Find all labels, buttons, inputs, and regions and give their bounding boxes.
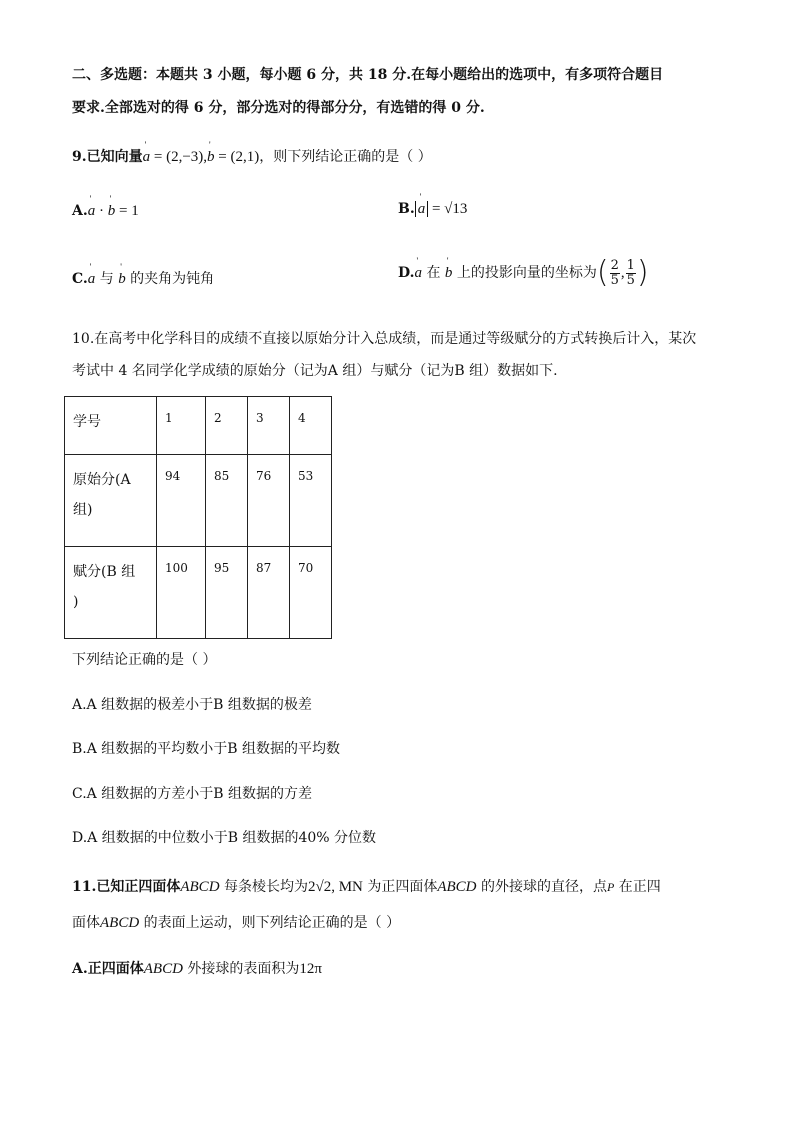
question-10-prompt: 下列结论正确的是（ ） — [72, 652, 217, 668]
q9-option-b-vec-a: ' a — [418, 201, 426, 218]
q9-option-b — [398, 201, 467, 218]
question-11-line1 — [72, 876, 661, 896]
q9-option-d-vec-b: ' b — [445, 265, 453, 282]
table-cell: 94 — [157, 455, 206, 547]
edge-length-math: 2√2, MN — [307, 879, 363, 895]
q9-option-a — [72, 203, 139, 220]
q9-option-c-vec-b: ' b — [118, 271, 126, 288]
q9-option-c-label: C. — [72, 271, 88, 287]
question-11-prefix: 11.已知正四面体 — [72, 879, 181, 895]
q10-option-c: C.A 组数据的方差小于B 组数据的方差 — [72, 786, 312, 802]
vector-a: ' a — [143, 149, 151, 166]
tetrahedron-name: ABCD — [143, 961, 183, 977]
q9-option-a-dot: · — [95, 203, 108, 219]
fraction-1-denominator: 5 — [610, 272, 619, 288]
q11-text-c: 为正四面体 — [362, 879, 438, 895]
q11-text-e: 在正四 — [614, 879, 661, 895]
table-row — [65, 455, 332, 547]
table-header-cell: 4 — [290, 397, 332, 455]
table-row — [65, 397, 332, 455]
q9-option-c-tail: 的夹角为钝角 — [125, 271, 215, 287]
section-header-line2: 要求.全部选对的得 6 分，部分选对的得部分分，有选错的得 0 分. — [72, 100, 485, 116]
table-cell: 53 — [290, 455, 332, 547]
q9-option-c-mid: 与 — [95, 271, 119, 287]
question-9-stem — [72, 146, 432, 166]
q9-option-d-vec-a: ' a — [415, 265, 423, 282]
fraction-2 — [626, 259, 636, 288]
table-header-cell: 3 — [248, 397, 290, 455]
table-cell: 100 — [157, 547, 206, 639]
row-label-line2: ) — [73, 594, 79, 610]
tetrahedron-name: ABCD — [100, 915, 140, 931]
vector-a-value: = (2,−3), — [150, 149, 208, 165]
table-row-label — [65, 455, 157, 547]
q9-option-b-abs — [415, 201, 429, 217]
row-label-line1: 赋分(B 组 — [73, 564, 136, 580]
table-header-cell: 2 — [206, 397, 248, 455]
tetrahedron-name: ABCD — [180, 879, 220, 895]
q10-option-d: D.A 组数据的中位数小于B 组数据的40% 分位数 — [72, 830, 377, 846]
point-p: P — [606, 880, 615, 894]
q9-option-b-tail: = √13 — [428, 201, 468, 217]
q9-option-c-vec-a: ' a — [88, 271, 96, 288]
q9-option-a-tail: = 1 — [115, 203, 139, 219]
question-9-prefix: 9.已知向量 — [72, 149, 143, 165]
q11-option-a-text: 外接球的表面积为 — [182, 961, 300, 977]
table-row-label — [65, 547, 157, 639]
q10-option-a: A.A 组数据的极差小于B 组数据的极差 — [72, 697, 312, 713]
row-label-line1: 原始分(A — [73, 472, 131, 488]
q9-option-a-vec-a: ' a — [88, 203, 96, 220]
left-paren: ( — [596, 255, 609, 290]
q11-option-a-prefix: A.正四面体 — [72, 961, 144, 977]
scores-table — [64, 396, 332, 639]
q11-text-b: 每条棱长均为 — [219, 879, 308, 895]
q9-option-d: D.' a 在 ' b 上的投影向量的坐标为( $\frac{2}{5}$ , $\frac{1}{5}$ ) — [398, 258, 649, 288]
q9-option-a-vec-b: ' b — [108, 203, 116, 220]
q9-option-b-label: B. — [398, 201, 415, 217]
section-header-line1: 二、多选题：本题共 3 小题，每小题 6 分，共 18 分.在每小题给出的选项中，有多项符合题目 — [72, 67, 664, 83]
fraction-2-denominator: 5 — [626, 272, 635, 288]
q9-option-d-mid: 在 — [422, 265, 445, 281]
vector-b-value: = (2,1) — [214, 149, 260, 165]
tetrahedron-name: ABCD — [437, 879, 477, 895]
table-cell: 70 — [290, 547, 332, 639]
table-row — [65, 547, 332, 639]
q11-line2-b: 的表面上运动，则下列结论正确的是（ ） — [139, 915, 401, 931]
question-11-line2 — [72, 912, 400, 932]
q10-option-b: B.A 组数据的平均数小于B 组数据的平均数 — [72, 741, 341, 757]
table-cell: 87 — [248, 547, 290, 639]
vector-b: ' b — [207, 149, 215, 166]
fraction-1 — [610, 259, 620, 288]
fraction-1-numerator: 2 — [610, 257, 619, 273]
table-cell: 85 — [206, 455, 248, 547]
table-cell: 76 — [248, 455, 290, 547]
surface-area-value: 12π — [299, 961, 322, 977]
q11-option-a — [72, 958, 322, 978]
question-9-suffix: ，则下列结论正确的是（ ） — [259, 149, 432, 165]
table-header-cell: 1 — [157, 397, 206, 455]
q9-option-c — [72, 268, 214, 288]
table-header-cell: 学号 — [65, 397, 157, 455]
row-label-line2: 组) — [73, 502, 93, 518]
question-10-line1: 10.在高考中化学科目的成绩不直接以原始分计入总成绩，而是通过等级赋分的方式转换后计入，某次 — [72, 331, 697, 347]
question-10-line2: 考试中 4 名同学化学成绩的原始分（记为A 组）与赋分（记为B 组）数据如下. — [72, 363, 558, 379]
q9-option-d-tail: 上的投影向量的坐标为 — [452, 265, 597, 281]
q11-line2-a: 面体 — [72, 915, 100, 931]
q9-option-a-label: A. — [72, 203, 88, 219]
right-paren: ) — [636, 255, 649, 290]
q11-text-d: 的外接球的直径，点 — [476, 879, 607, 895]
fraction-2-numerator: 1 — [626, 257, 635, 273]
q9-option-d-label: D. — [398, 265, 415, 281]
table-cell: 95 — [206, 547, 248, 639]
